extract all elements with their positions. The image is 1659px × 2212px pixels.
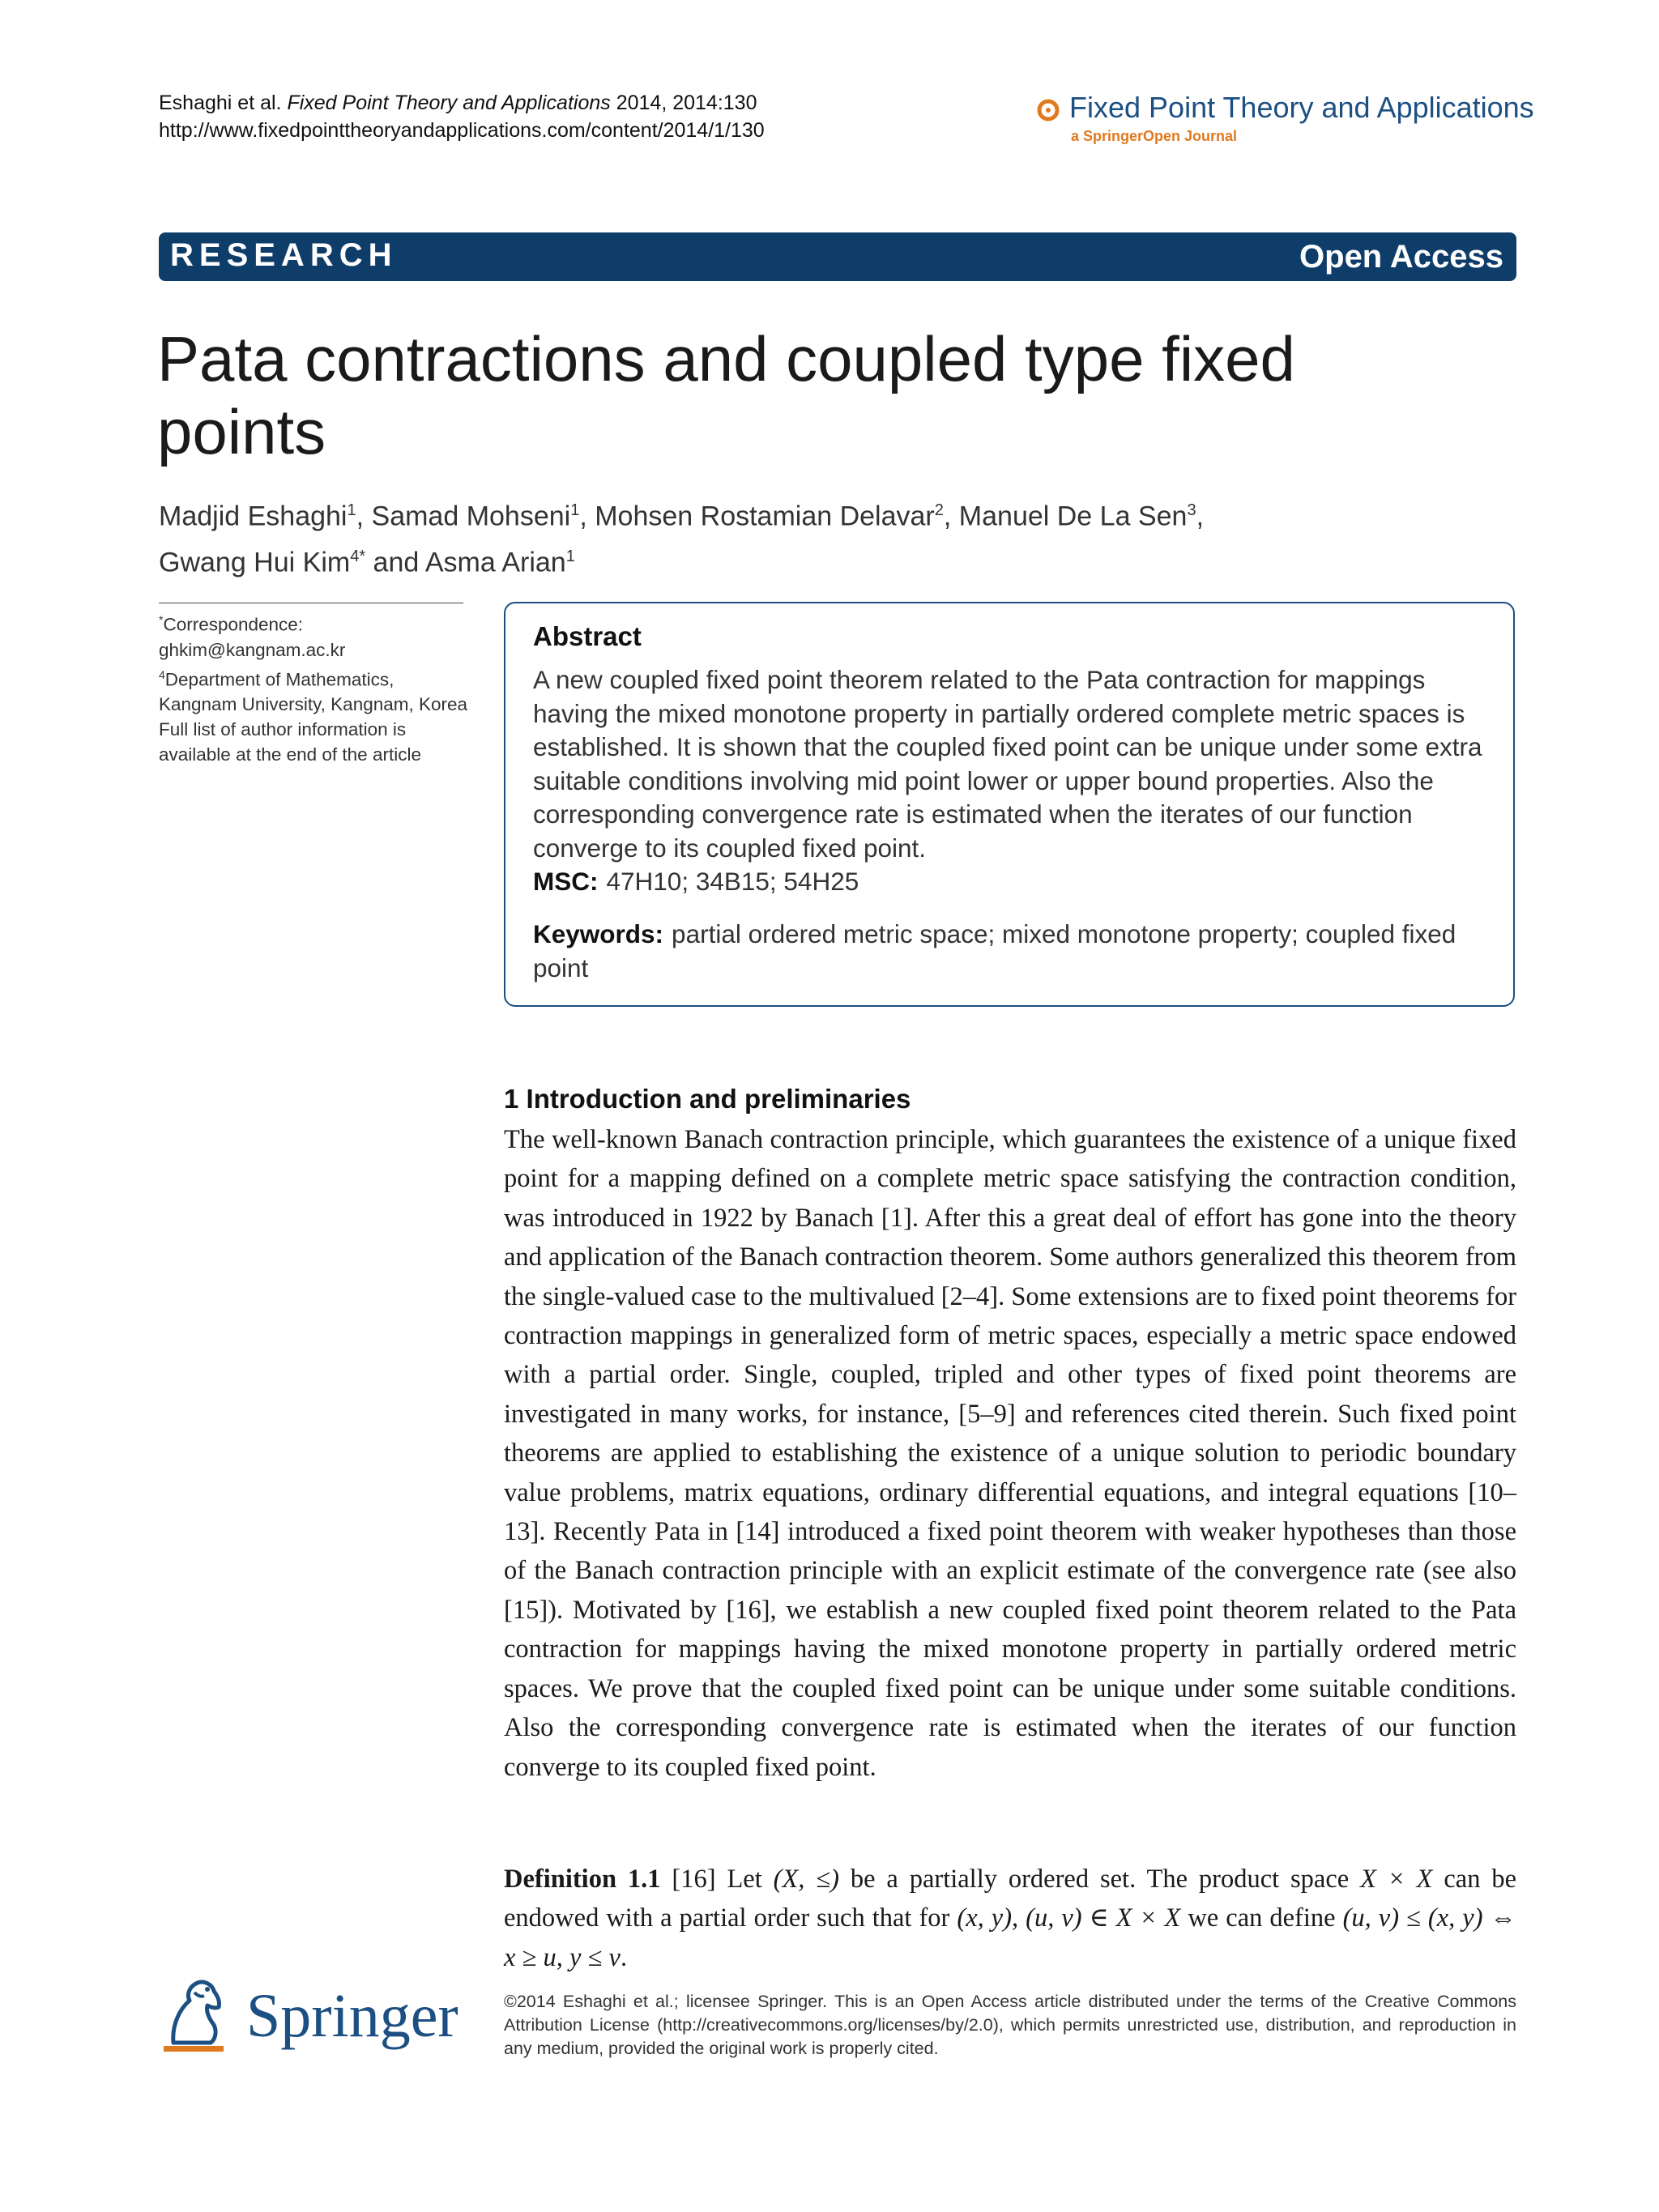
springer-logo	[157, 1976, 481, 2057]
abstract-text: A new coupled fixed point theorem related to the Pata contraction for mappings having the mixed monotone property in partially ordered complete metric spaces is established. It is shown that the coupled fixed point can be unique under some extra suitable conditions involving mid point lower or upper bound properties. Also the corresponding convergence rate is estimated when the iterates of our function converge to its coupled fixed point.	[533, 665, 1482, 863]
author-info-note: Full list of author information is available at the end of the article	[159, 719, 421, 765]
definition-block: Definition 1.1 [16] Let (X, ≤) be a partially ordered set. The product space X × X can be endowed with a partial order such that for (x, y), (u, v) ∈ X × X we can define (u, v) ≤ (x, y) ⇔ x ≥ u, y ≤ v.	[504, 1865, 1517, 1972]
springer-horse-icon	[157, 1976, 230, 2057]
article-url[interactable]: http://www.fixedpointtheoryandapplications.com/content/2014/1/130	[159, 119, 765, 142]
author-affiliation: 1	[565, 548, 575, 566]
open-access-label: Open Access	[1299, 239, 1503, 275]
article-type-banner	[159, 232, 1516, 281]
springer-wordmark: Springer	[246, 1982, 458, 2050]
journal-title-italic: Fixed Point Theory and Applications	[287, 92, 611, 114]
journal-name: Fixed Point Theory and Applications	[1069, 91, 1534, 124]
correspondence-department: Department of Mathematics, Kangnam University, Kangnam, Korea	[159, 669, 468, 714]
author-list: Madjid Eshaghi$^1$, Samad Mohseni$^1$, Mohsen Rostamian Delavar$^2$, Manuel De La Sen$^3$, Gwang Hui Kim$^{4*}$ and Asma Arian$^1$	[159, 501, 1205, 578]
author-affiliation: 2	[934, 501, 944, 519]
math: (x, y), (u, v) ∈ X × X	[957, 1903, 1181, 1933]
math: (u, v) ≤ (x, y) ⇔ x ≥ u, y ≤ v	[504, 1903, 1517, 1972]
msc-line	[533, 867, 859, 897]
running-header	[159, 89, 765, 144]
keywords-label: Keywords:	[533, 919, 664, 948]
author-short: Eshaghi et al.	[159, 92, 282, 114]
copyright-notice: ©2014 Eshaghi et al.; licensee Springer. This is an Open Access article distributed under the terms of the Creative Commons Attribution License (http://creativecommons.org/licenses/by/2.0), which permits unrestricted use, distribution, and reproduction in any medium, provided the original work is properly cited.	[504, 1992, 1516, 2058]
author-name: Asma Arian	[424, 547, 566, 578]
math: (X, ≤)	[773, 1865, 839, 1894]
section-body: The well-known Banach contraction principle, which guarantees the existence of a unique fixed point for a mapping defined on a complete metric space satisfying the contraction condition, was introduced in 1922 by Banach [1]. After this a great deal of effort has gone into the theory and application of the Banach contraction theorem. Some authors generalized this theorem from the single-valued case to the multivalued [2–4]. Some extensions are to fixed point theorems for contraction mappings in generalized form of metric spaces, especially a metric space endowed with a partial order. Single, coupled, tripled and other types of fixed point theorems are investigated in many works, for instance, [5–9] and references cited therein. Such fixed point theorems are applied to establishing the existence of a unique solution to periodic boundary value problems, matrix equations, ordinary differential equations, and integral equations [10–13]. Recently Pata in [14] introduced a fixed point theorem with weaker hypotheses than those of the Banach contraction principle with an explicit estimate of the convergence rate (see also [15]). Motivated by [16], we establish a new coupled fixed point theorem related to the Pata contraction for mappings having the mixed monotone property in partially ordered metric spaces. We prove that the coupled fixed point can be unique under some suitable conditions. Also the corresponding convergence rate is estimated when the iterates of our function converge to its coupled fixed point.	[504, 1125, 1517, 1782]
correspondence-label: Correspondence:	[163, 614, 304, 635]
msc-label: MSC:	[533, 867, 599, 896]
keywords-line	[533, 918, 1493, 985]
author-name: Manuel De La Sen	[958, 501, 1188, 532]
definition-label: Definition 1.1	[504, 1865, 661, 1894]
author-affiliation: 1	[570, 501, 580, 519]
paper-title: Pata contractions and coupled type fixed points	[157, 323, 1295, 467]
author-name: Madjid Eshaghi	[159, 501, 348, 532]
journal-logo	[1037, 91, 1534, 147]
author-name: Samad Mohseni	[371, 501, 571, 532]
math: X × X	[1360, 1865, 1433, 1894]
author-name: Gwang Hui Kim	[159, 547, 351, 578]
author-affiliation: 4*	[350, 548, 366, 566]
citation-line	[159, 89, 765, 117]
author-affiliation: 3	[1187, 501, 1196, 519]
author-name: Mohsen Rostamian Delavar	[595, 501, 935, 532]
keywords-text: partial ordered metric space; mixed monotone property; coupled fixed point	[533, 919, 1456, 982]
author-affiliation: 1	[347, 501, 356, 519]
definition-ref: [16]	[672, 1865, 716, 1894]
correspondence-email[interactable]: ghkim@kangnam.ac.kr	[159, 639, 346, 660]
abstract-box	[504, 602, 1515, 1007]
msc-codes: 47H10; 34B15; 54H25	[606, 867, 859, 896]
correspondence-info: *Correspondence: ghkim@kangnam.ac.kr $^4$Department of Mathematics, Kangnam University, Kangnam, Korea Full list of author information is available at the end of the article	[159, 607, 475, 767]
abstract-heading: Abstract	[533, 621, 642, 651]
article-type-label: RESEARCH	[170, 237, 398, 273]
citation-number: 2014, 2014:130	[616, 92, 757, 114]
section-heading: 1 Introduction and preliminaries	[504, 1084, 911, 1114]
journal-mark-icon	[1037, 99, 1060, 121]
journal-subtitle: a SpringerOpen Journal	[1071, 128, 1238, 144]
